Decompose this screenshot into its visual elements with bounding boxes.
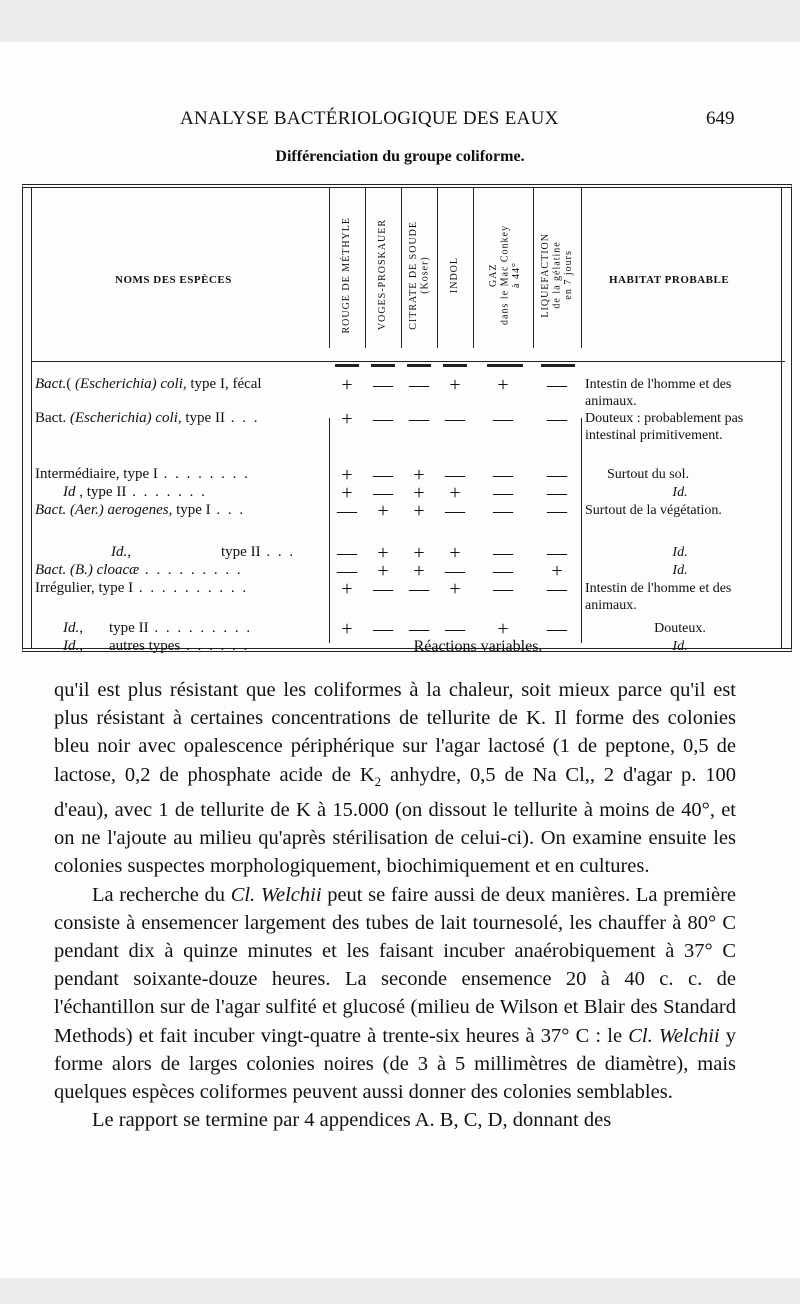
coliform-table xyxy=(22,184,792,655)
cell-citrate: + xyxy=(413,500,425,522)
cell-indol: — xyxy=(445,500,465,522)
cell-rouge: — xyxy=(337,500,357,522)
paragraph: Le rapport se termine par 4 appendices A. B, C, D, donnant des xyxy=(92,1109,612,1132)
table-row xyxy=(23,638,791,655)
cell-citrate: + xyxy=(413,542,425,564)
species-name: Irrégulier, type I . . . . . . . . . . xyxy=(35,580,249,596)
table-row xyxy=(23,620,791,640)
cell-indol: + xyxy=(449,482,461,504)
species-name: Bact.( (Escherichia) coli, type I, fécal xyxy=(35,376,262,392)
species-name: Bact. (B.) cloacæ . . . . . . . . . xyxy=(35,562,243,578)
habitat-text: Id. xyxy=(672,639,688,654)
cell-citrate: — xyxy=(409,618,429,640)
cell-indol: — xyxy=(445,464,465,486)
cell-liquefaction: — xyxy=(547,500,567,522)
cell-citrate: — xyxy=(409,408,429,430)
header-tick xyxy=(407,364,431,367)
cell-liquefaction: — xyxy=(547,482,567,504)
page-number: 649 xyxy=(706,108,735,129)
header-tick xyxy=(371,364,395,367)
habitat-text: Id. xyxy=(672,545,688,560)
table-row xyxy=(23,578,791,613)
table-row xyxy=(23,484,791,504)
running-head-title: ANALYSE BACTÉRIOLOGIQUE DES EAUX xyxy=(180,108,559,129)
habitat-text: Douteux : probablement pas intestinal primitivement. xyxy=(585,411,744,443)
cell-voges: — xyxy=(373,464,393,486)
species-name: Id., type II . . . xyxy=(111,544,296,560)
cell-liquefaction: — xyxy=(547,618,567,640)
book-page xyxy=(0,42,800,1278)
column-rule xyxy=(533,188,534,348)
cell-gaz: — xyxy=(493,560,513,582)
cell-citrate: + xyxy=(413,560,425,582)
cell-indol: — xyxy=(445,560,465,582)
table-caption: Différenciation du groupe coliforme. xyxy=(275,148,525,165)
cell-gaz: — xyxy=(493,408,513,430)
running-head xyxy=(180,102,740,132)
header-citrate-de-soude: CITRATE DE SOUDE (Koser) xyxy=(407,220,430,330)
cell-rouge: + xyxy=(341,618,353,640)
species-name: Id., type II . . . . . . . . . xyxy=(63,620,253,636)
table-row xyxy=(23,408,791,443)
cell-indol: + xyxy=(449,374,461,396)
header-tick xyxy=(335,364,359,367)
column-rule xyxy=(581,418,582,643)
cell-voges: — xyxy=(373,482,393,504)
cell-rouge: + xyxy=(341,374,353,396)
header-habitat: HABITAT PROBABLE xyxy=(609,274,730,286)
header-voges-proskauer: VOGES-PROSKAUER xyxy=(377,219,389,331)
species-name: Intermédiaire, type I . . . . . . . . xyxy=(35,466,250,482)
column-rule xyxy=(581,188,582,348)
cell-indol: + xyxy=(449,578,461,600)
table-row xyxy=(23,466,791,486)
habitat-text: Intestin de l'homme et des animaux. xyxy=(585,581,732,613)
cell-voges: + xyxy=(377,542,389,564)
cell-citrate: + xyxy=(413,482,425,504)
habitat-text: Douteux. xyxy=(654,621,706,636)
header-rouge-de-methyle: ROUGE DE MÉTHYLE xyxy=(341,216,353,334)
cell-gaz: — xyxy=(493,500,513,522)
cell-gaz: + xyxy=(497,618,509,640)
paragraph: qu'il est plus résistant que les coliformes à la chaleur, soit mieux parce qu'il est plus résistant à certaines concentrations de tellurite de K. Il forme des colonies bleu noir avec opalescence périphérique sur l'agar lactosé (1 de peptone, 0,5 de lactose, 0,2 de phosphate acide de $K_2$ anhydre, 0,5 de Na Cl,, 2 d'agar p. 100 d'eau), avec 1 de tellurite de K à 15.000 (on dissout le tellurite à moins de 40°, et on ne l'ajoute au milieu qu'après stérilisation de celui-ci). On examine ensuite les colonies suspectes morphologiquement, biochimiquement et en cultures. xyxy=(54,679,736,878)
cell-voges: — xyxy=(373,578,393,600)
header-tick xyxy=(541,364,575,367)
cell-voges: — xyxy=(373,408,393,430)
cell-rouge: — xyxy=(337,560,357,582)
cell-citrate: — xyxy=(409,578,429,600)
cell-rouge: + xyxy=(341,578,353,600)
cell-voges: — xyxy=(373,374,393,396)
species-name: Id., autres types . . . . . . xyxy=(63,638,250,654)
table-row xyxy=(23,544,791,564)
cell-liquefaction: — xyxy=(547,408,567,430)
cell-voges: + xyxy=(377,560,389,582)
cell-liquefaction: — xyxy=(547,374,567,396)
cell-indol: — xyxy=(445,408,465,430)
header-gaz: GAZ dans le Mac Conkey à 44° xyxy=(487,225,522,325)
merged-cell-reactions: Réactions variables. xyxy=(413,638,543,655)
cell-liquefaction: + xyxy=(551,560,563,582)
header-tick xyxy=(487,364,523,367)
habitat-text: Id. xyxy=(672,563,688,578)
cell-voges: + xyxy=(377,500,389,522)
cell-gaz: — xyxy=(493,464,513,486)
header-species: NOMS DES ESPÈCES xyxy=(115,274,232,286)
cell-indol: — xyxy=(445,618,465,640)
table-row xyxy=(23,562,791,582)
cell-indol: + xyxy=(449,542,461,564)
header-liquefaction: LIQUEFACTION de la gélatine en 7 jours xyxy=(539,232,574,318)
table-row xyxy=(23,502,791,522)
cell-citrate: — xyxy=(409,374,429,396)
header-indol: INDOL xyxy=(449,256,461,294)
cell-rouge: + xyxy=(341,482,353,504)
cell-voges: — xyxy=(373,618,393,640)
cell-citrate: + xyxy=(413,464,425,486)
habitat-text: Intestin de l'homme et des animaux. xyxy=(585,377,732,409)
header-tick xyxy=(443,364,467,367)
cell-rouge: + xyxy=(341,464,353,486)
habitat-text: Id. xyxy=(672,485,688,500)
column-rule xyxy=(329,418,330,643)
paragraph: La recherche du Cl. Welchii peut se faire aussi de deux manières. La première consiste à ensemencer largement des tubes de lait tournesolé, les chauffer à 80° C pendant dix à quinze minutes et les faisant incuber anaérobiquement à 37° C pendant soixante-douze heures. La seconde ensemence 20 à 40 c. c. de l'échantillon sur de l'agar sulfité et glucosé (milieu de Wilson et Blair des Standard Methods) et fait incuber vingt-quatre à trente-six heures à 37° C : le Cl. Welchii y forme alors de larges colonies noires (de 3 à 5 millimètres de diamètre), mais quelques espèces coliformes peuvent aussi donner des colonies semblables. xyxy=(54,883,736,1103)
table-row xyxy=(23,374,791,409)
cell-gaz: — xyxy=(493,542,513,564)
cell-liquefaction: — xyxy=(547,542,567,564)
cell-gaz: — xyxy=(493,482,513,504)
species-name: Id , type II . . . . . . . xyxy=(63,484,207,500)
cell-rouge: — xyxy=(337,542,357,564)
cell-liquefaction: — xyxy=(547,464,567,486)
species-name: Bact. (Aer.) aerogenes, type I . . . xyxy=(35,502,246,518)
species-name: Bact. (Escherichia) coli, type II . . . xyxy=(35,410,260,426)
body-text xyxy=(54,676,736,1134)
habitat-text: Surtout de la végétation. xyxy=(585,503,722,518)
cell-rouge: + xyxy=(341,408,353,430)
cell-gaz: — xyxy=(493,578,513,600)
cell-gaz: + xyxy=(497,374,509,396)
cell-liquefaction: — xyxy=(547,578,567,600)
header-separator xyxy=(31,361,785,362)
column-rule xyxy=(473,188,474,348)
habitat-text: Surtout du sol. xyxy=(607,467,690,482)
